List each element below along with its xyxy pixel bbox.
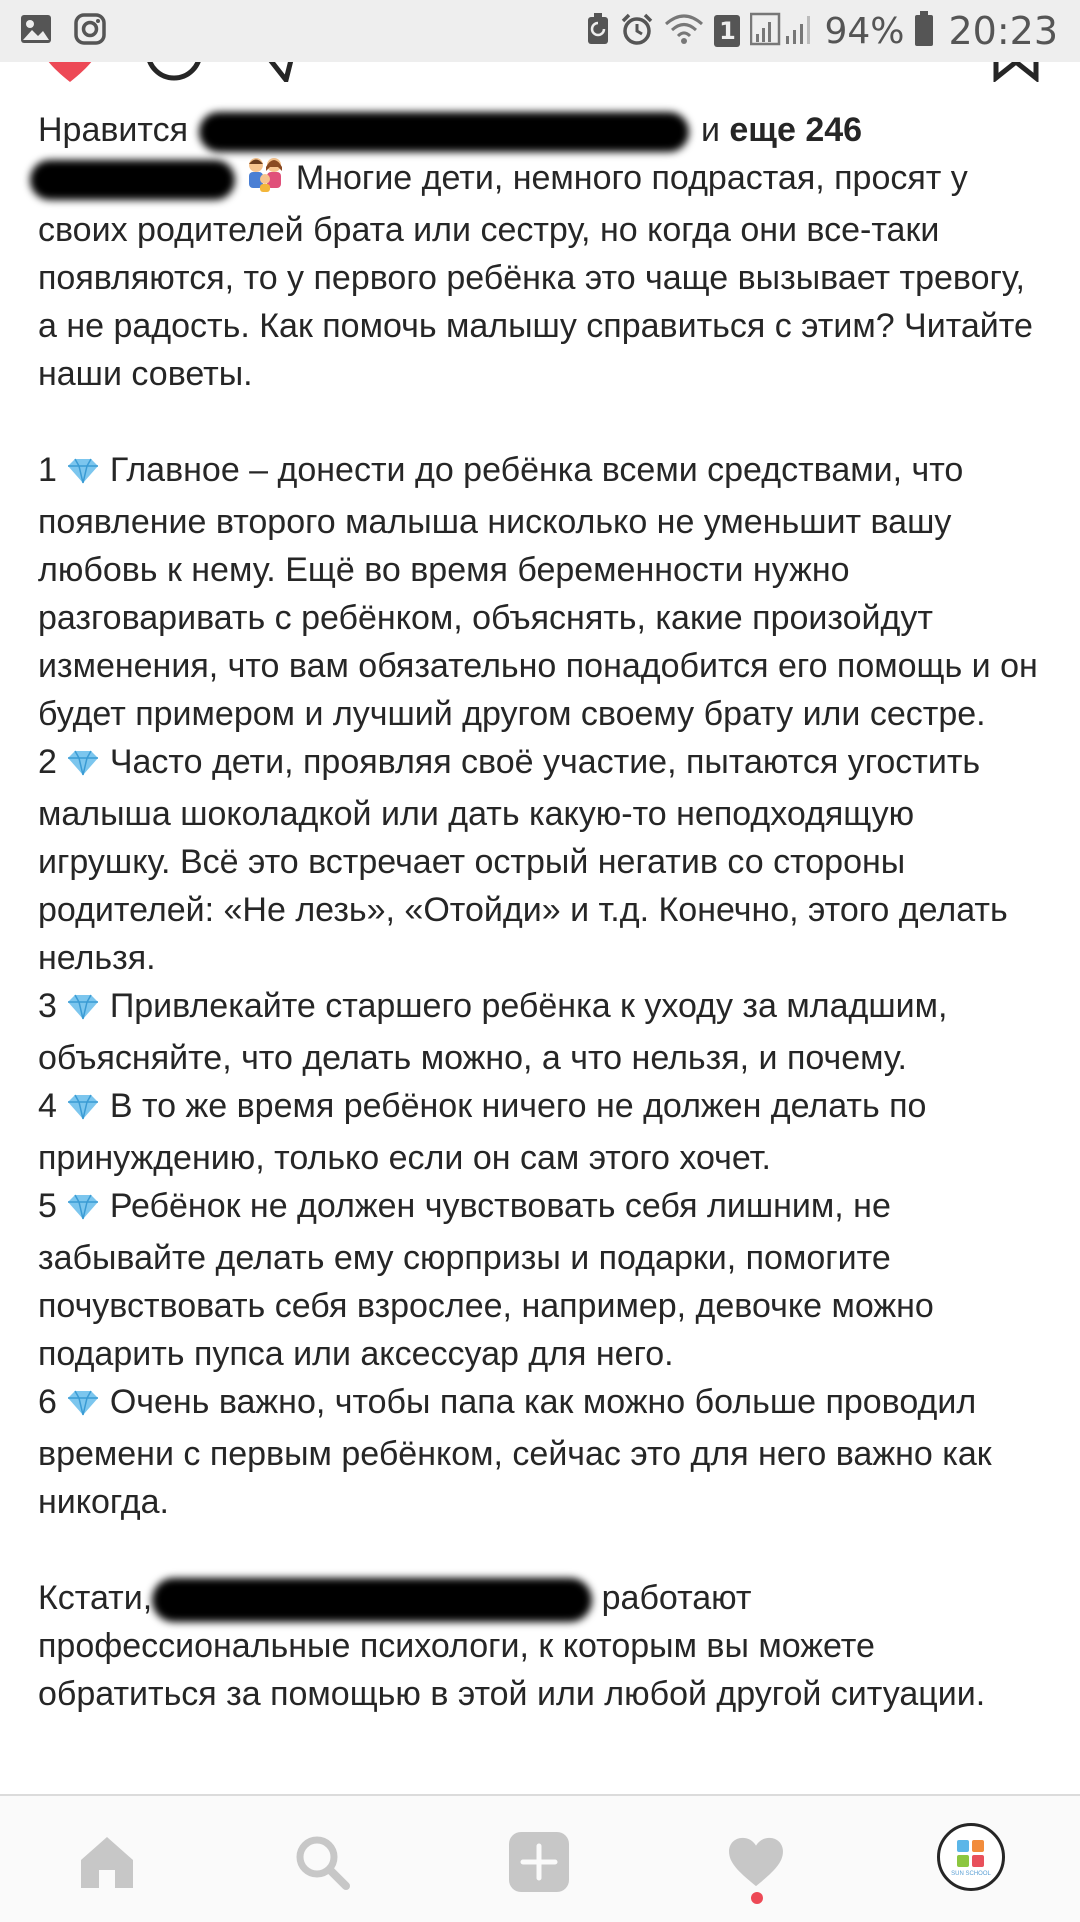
alarm-icon bbox=[620, 12, 654, 50]
tip-number: 5 bbox=[38, 1187, 57, 1225]
redacted-mention[interactable] bbox=[152, 1578, 592, 1622]
likes-count[interactable]: еще 246 bbox=[729, 111, 863, 149]
home-icon[interactable] bbox=[71, 1826, 143, 1898]
diamond-icon bbox=[66, 1382, 100, 1430]
bottom-nav bbox=[0, 1794, 1080, 1922]
sun-school-logo bbox=[945, 1831, 997, 1883]
tip-number: 2 bbox=[38, 743, 57, 781]
outro-text-first: работают bbox=[601, 1579, 752, 1617]
diamond-icon bbox=[66, 450, 100, 498]
blank-line bbox=[38, 398, 1048, 446]
blank-line bbox=[38, 1526, 1048, 1574]
activity-icon[interactable] bbox=[720, 1826, 792, 1898]
post-caption bbox=[38, 106, 1048, 1718]
tip-text: Ребёнок не должен чувствовать себя лишним, не забывайте делать ему сюрпризы и подарки, помогите почувствовать себя взрослее, например, девочке можно подарить пупса или аксессуар для него. bbox=[38, 1187, 934, 1373]
tip-number: 6 bbox=[38, 1383, 57, 1421]
gallery-icon bbox=[20, 14, 52, 48]
likes-line[interactable] bbox=[38, 106, 1048, 154]
status-bar bbox=[0, 0, 1080, 62]
outro-text: профессиональные психологи, к которым вы можете обратиться за помощью в этой или любой другой ситуации. bbox=[38, 1627, 986, 1714]
tip-5 bbox=[38, 1182, 1048, 1378]
battery-saver-icon bbox=[586, 12, 610, 50]
save-bookmark-icon[interactable] bbox=[992, 62, 1040, 82]
tip-number: 1 bbox=[38, 451, 57, 489]
sim-badge: 1 bbox=[714, 15, 740, 47]
tip-text: Привлекайте старшего ребёнка к уходу за младшим, объясняйте, что делать можно, а что нельзя, и почему. bbox=[38, 987, 948, 1077]
profile-label: SUN SCHOOL bbox=[951, 1871, 991, 1877]
family-emoji-icon bbox=[244, 155, 286, 206]
caption-outro bbox=[38, 1574, 1048, 1718]
caption-intro-text: Многие дети, немного подрастая, просят у своих родителей брата или сестру, но когда они все-таки появляются, то у первого ребёнка это чаще вызывает тревогу, а не радость. Как помочь малышу справиться с этим? Читайте наши советы. bbox=[38, 159, 1033, 393]
search-icon[interactable] bbox=[286, 1826, 358, 1898]
likes-and: и bbox=[700, 111, 720, 149]
diamond-icon bbox=[66, 986, 100, 1034]
tip-text: Очень важно, чтобы папа как можно больше проводил времени с первым ребёнком, сейчас это для него важно как никогда. bbox=[38, 1383, 992, 1521]
signal-icon bbox=[750, 12, 814, 50]
battery-percent: 94% bbox=[824, 10, 905, 52]
diamond-icon bbox=[66, 1186, 100, 1234]
tip-4 bbox=[38, 1082, 1048, 1182]
tip-1 bbox=[38, 446, 1048, 738]
battery-icon bbox=[914, 11, 934, 51]
tip-text: Главное – донести до ребёнка всеми средствами, что появление второго малыша нисколько не уменьшит вашу любовь к нему. Ещё во время беременности нужно разговаривать с ребёнком, объяснять, какие произойдут изменения, что вам обязательно понадобится его помощь и он будет примером и лучший другом своему брату или сестре. bbox=[38, 451, 1038, 733]
tip-6 bbox=[38, 1378, 1048, 1526]
diamond-icon bbox=[66, 1086, 100, 1134]
add-post-icon[interactable] bbox=[503, 1826, 575, 1898]
tip-3 bbox=[38, 982, 1048, 1082]
redacted-author[interactable] bbox=[30, 160, 235, 200]
redacted-username bbox=[199, 112, 689, 152]
likes-prefix: Нравится bbox=[38, 111, 189, 149]
caption-intro bbox=[38, 154, 1048, 398]
profile-avatar[interactable] bbox=[937, 1823, 1005, 1891]
instagram-icon bbox=[74, 13, 106, 49]
notification-dot bbox=[751, 1892, 763, 1904]
share-icon[interactable] bbox=[262, 62, 302, 82]
diamond-icon bbox=[66, 742, 100, 790]
tip-number: 4 bbox=[38, 1087, 57, 1125]
outro-prefix: Кстати, bbox=[38, 1579, 153, 1617]
tip-text: Часто дети, проявляя своё участие, пытаются угостить малыша шоколадкой или дать какую-то неподходящую игрушку. Всё это встречает острый негатив со стороны родителей: «Не лезь», «Отойди» и т.д. Конечно, этого делать нельзя. bbox=[38, 743, 1008, 977]
comment-icon[interactable] bbox=[140, 62, 208, 90]
tip-text: В то же время ребёнок ничего не должен делать по принуждению, только если он сам этого хочет. bbox=[38, 1087, 927, 1177]
tip-2 bbox=[38, 738, 1048, 982]
post-actions-row bbox=[0, 62, 1080, 92]
like-heart-icon[interactable] bbox=[40, 62, 100, 88]
wifi-icon bbox=[664, 12, 704, 50]
tip-number: 3 bbox=[38, 987, 57, 1025]
clock: 20:23 bbox=[948, 9, 1058, 53]
